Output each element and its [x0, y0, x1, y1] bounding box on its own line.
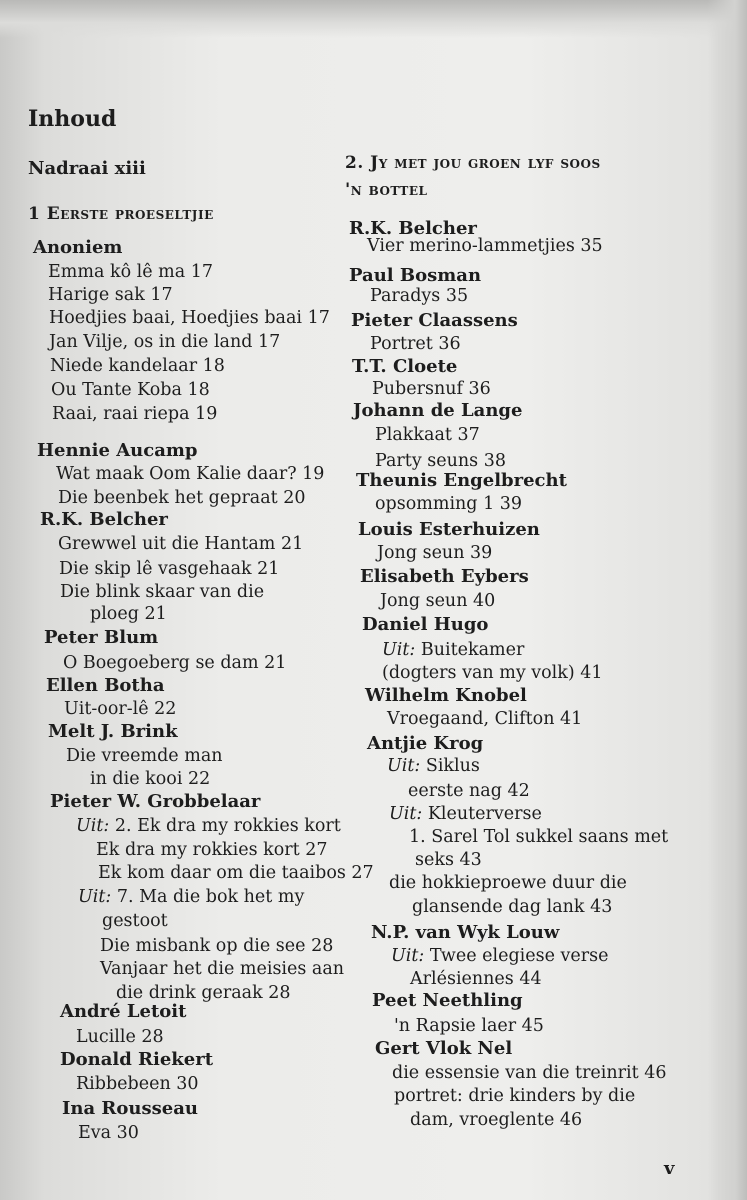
left-entry: Die blink skaar van die	[60, 582, 265, 602]
right-author: Antjie Krog	[367, 733, 484, 754]
page-top-shadow	[0, 0, 747, 38]
right-author: Johann de Lange	[353, 400, 523, 421]
right-author: Daniel Hugo	[362, 614, 489, 635]
left-entry: Jan Vilje, os in die land 17	[49, 332, 281, 352]
left-entry: Lucille 28	[76, 1027, 164, 1047]
left-entry: Wat maak Oom Kalie daar? 19	[56, 464, 325, 484]
right-entry: 1. Sarel Tol sukkel saans met	[409, 827, 669, 847]
left-author: Nadraai xiii	[28, 158, 146, 179]
left-entry: Emma kô lê ma 17	[48, 262, 214, 282]
left-entry: Die misbank op die see 28	[100, 936, 334, 956]
left-entry: die drink geraak 28	[116, 983, 291, 1003]
left-entry: Raai, raai riepa 19	[52, 404, 218, 424]
right-author: Peet Neethling	[372, 990, 523, 1011]
left-author: Melt J. Brink	[48, 721, 178, 742]
right-entry: opsomming 1 39	[375, 494, 523, 514]
right-entry: Paradys 35	[370, 286, 469, 306]
left-author: Pieter W. Grobbelaar	[50, 791, 261, 812]
right-entry: Plakkaat 37	[375, 425, 480, 445]
page-right-edge	[707, 0, 747, 1200]
right-entry: (dogters van my volk) 41	[382, 663, 603, 683]
left-entry: Ou Tante Koba 18	[51, 380, 210, 400]
right-entry: 'n Rapsie laer 45	[394, 1016, 544, 1036]
left-entry: Uit: 7. Ma die bok het my	[78, 887, 305, 907]
right-author: Paul Bosman	[349, 265, 482, 286]
right-entry: Uit: Twee elegiese verse	[391, 946, 609, 966]
left-entry: Niede kandelaar 18	[50, 356, 225, 376]
left-entry: O Boegoeberg se dam 21	[63, 653, 287, 673]
left-entry: Die skip lê vasgehaak 21	[59, 559, 280, 579]
left-entry: Hoedjies baai, Hoedjies baai 17	[49, 308, 330, 328]
right-entry: Jong seun 40	[380, 591, 496, 611]
right-entry: glansende dag lank 43	[412, 897, 613, 917]
right-entry: dam, vroeglente 46	[410, 1110, 583, 1130]
right-author: Elisabeth Eybers	[360, 566, 529, 587]
left-author: Donald Riekert	[60, 1049, 214, 1070]
left-entry: Die beenbek het gepraat 20	[58, 488, 306, 508]
right-entry: Portret 36	[370, 334, 461, 354]
right-entry: Uit: Kleuterverse	[389, 804, 542, 824]
left-entry: Harige sak 17	[48, 285, 173, 305]
page-title: Inhoud	[28, 106, 117, 132]
right-author: R.K. Belcher	[349, 218, 477, 239]
left-entry: ploeg 21	[90, 604, 167, 624]
right-author: T.T. Cloete	[352, 356, 458, 377]
right-author: Theunis Engelbrecht	[356, 470, 567, 491]
page-number: v	[664, 1158, 675, 1179]
left-author: Peter Blum	[44, 627, 159, 648]
right-entry: Jong seun 39	[377, 543, 493, 563]
right-author: Wilhelm Knobel	[365, 685, 527, 706]
left-author: R.K. Belcher	[40, 509, 168, 530]
left-entry: Uit-oor-lê 22	[64, 699, 177, 719]
right-entry: Uit: Buitekamer	[382, 640, 525, 660]
right-entry: Arlésiennes 44	[410, 969, 542, 989]
right-entry: Uit: Siklus	[387, 756, 480, 776]
left-entry: gestoot	[102, 911, 168, 931]
left-author: Anoniem	[33, 237, 123, 258]
left-entry: in die kooi 22	[90, 769, 211, 789]
left-entry: Ribbebeen 30	[76, 1074, 199, 1094]
left-author: Ellen Botha	[46, 675, 165, 696]
left-entry: Ek kom daar om die taaibos 27	[98, 863, 374, 883]
right-author: Gert Vlok Nel	[375, 1038, 513, 1059]
right-entry: Vroegaand, Clifton 41	[387, 709, 583, 729]
left-entry: Vanjaar het die meisies aan	[100, 959, 345, 979]
left-author: Hennie Aucamp	[37, 440, 198, 461]
right-entry: seks 43	[415, 850, 482, 870]
right-entry: Party seuns 38	[375, 451, 506, 471]
left-entry: Grewwel uit die Hantam 21	[58, 534, 304, 554]
right-author: Pieter Claassens	[351, 310, 518, 331]
right-entry: eerste nag 42	[408, 781, 530, 801]
left-author: André Letoit	[60, 1001, 187, 1022]
left-entry: Eva 30	[78, 1123, 139, 1143]
left-entry: Uit: 2. Ek dra my rokkies kort	[76, 816, 341, 836]
right-entry: die essensie van die treinrit 46	[392, 1063, 667, 1083]
right-section-title: 2. Jy met jou groen lyf soos	[345, 153, 601, 173]
right-author: N.P. van Wyk Louw	[371, 922, 560, 943]
right-entry: Pubersnuf 36	[372, 379, 491, 399]
left-author: Ina Rousseau	[62, 1098, 198, 1119]
left-entry: Die vreemde man	[66, 746, 223, 766]
left-section-title: 1 Eerste proeseltjie	[28, 204, 214, 224]
left-entry: Ek dra my rokkies kort 27	[96, 840, 328, 860]
right-entry: die hokkieproewe duur die	[389, 873, 627, 893]
right-author: Louis Esterhuizen	[358, 519, 540, 540]
right-entry: Vier merino-lammetjies 35	[367, 236, 603, 256]
right-entry: portret: drie kinders by die	[394, 1086, 636, 1106]
right-section-title: 'n bottel	[345, 180, 428, 200]
